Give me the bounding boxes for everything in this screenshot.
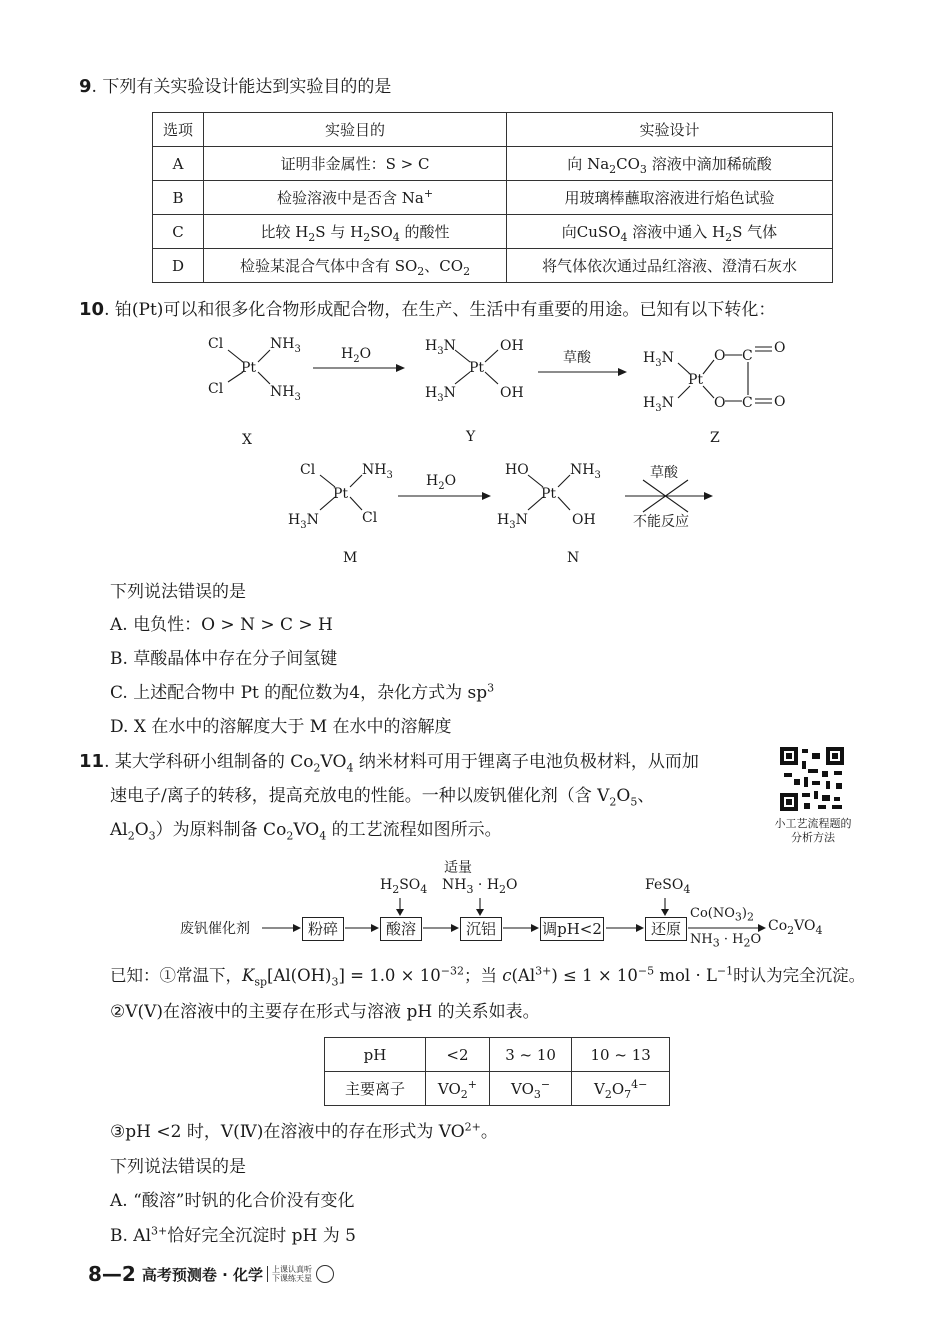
- ph-range-2: 3 ~ 10: [489, 1038, 571, 1072]
- q9-stem-text: . 下列有关实验设计能达到实验目的的是: [91, 77, 392, 97]
- svg-text:H2O: $H_2O$: [426, 473, 457, 492]
- row-purpose: 比较 $H_2S$ 与 $H_2SO_4$ 的酸性: [204, 215, 507, 249]
- q10-prompt: 下列说法错误的是: [110, 582, 246, 602]
- flow-reagent-nh3-amount: 适量: [444, 860, 472, 876]
- ph-range-1: <2: [426, 1038, 490, 1072]
- flow-step-precipitate-al: 沉铝: [460, 917, 502, 941]
- header-purpose: 实验目的: [204, 113, 507, 147]
- svg-text:H3N: $H_3N$: [425, 385, 456, 404]
- svg-text:Pt: Pt: [333, 486, 349, 502]
- ph-ion-table: [324, 1037, 670, 1106]
- q10-number: 10: [79, 299, 105, 320]
- flow-arrows: [0, 855, 950, 955]
- footer-slogan-bottom: 下课练天星: [272, 1274, 312, 1283]
- svg-text:C: C: [742, 395, 753, 411]
- qr-caption-line-2: 分析方法: [791, 831, 835, 844]
- row-option: B: [153, 181, 204, 215]
- row-purpose: 检验溶液中是否含 Na+: [204, 181, 507, 215]
- q9-experiment-table: [152, 112, 833, 283]
- svg-text:NH3: $NH_3$: [270, 384, 301, 403]
- q11-known-3: ③pH <2 时，V(Ⅳ)在溶液中的存在形式为 $VO^{2+}$。: [110, 1120, 498, 1142]
- q10-option-b: B. 草酸晶体中存在分子间氢键: [110, 649, 338, 669]
- table-row: [325, 1072, 670, 1106]
- svg-text:OH: OH: [500, 385, 524, 401]
- q11-stem-line-3: $Al_2O_3$）为原料制备 $Co_2VO_4$ 的工艺流程如图所示。: [110, 820, 502, 843]
- svg-text:Pt: Pt: [688, 372, 704, 388]
- svg-text:OH: OH: [500, 338, 524, 354]
- table-row: [153, 215, 833, 249]
- mascot-icon: [316, 1265, 334, 1283]
- flow-step-crush: 粉碎: [302, 917, 344, 941]
- q11-option-a: A. “酸溶”时钒的化合价没有变化: [110, 1191, 355, 1211]
- flow-step-acid-dissolve: 酸溶: [380, 917, 422, 941]
- svg-text:O: O: [714, 348, 726, 364]
- q11-stem-line-2: 速电子/离子的转移，提高充放电的性能。一种以废钒催化剂（含 $V_2O_5$、: [110, 786, 655, 809]
- header-option: 选项: [153, 113, 204, 147]
- svg-text:Pt: Pt: [241, 360, 257, 376]
- table-row: [153, 249, 833, 283]
- svg-text:O: O: [774, 340, 786, 356]
- label-m: M: [343, 550, 358, 566]
- svg-text:H3N: $H_3N$: [497, 512, 528, 531]
- page-number: 8—2: [88, 1262, 136, 1286]
- ph-header: pH: [325, 1038, 426, 1072]
- svg-text:HO: HO: [505, 462, 529, 478]
- flow-step-adjust-ph: 调pH<2: [540, 917, 604, 941]
- q10-option-a: A. 电负性：O > N > C > H: [110, 615, 333, 635]
- svg-text:Pt: Pt: [541, 486, 557, 502]
- ion-header: 主要离子: [325, 1072, 426, 1106]
- flow-reagent-nh3: $NH_3 \cdot H_2O$: [442, 877, 518, 896]
- footer-slogan: [272, 1265, 312, 1283]
- ion-1: $VO_2^+$: [426, 1072, 490, 1106]
- q11-prompt: 下列说法错误的是: [110, 1157, 246, 1177]
- row-design: 将气体依次通过品红溶液、澄清石灰水: [507, 249, 833, 283]
- flow-product: $Co_2VO_4$: [768, 918, 823, 937]
- svg-text:H3N: $H_3N$: [288, 512, 319, 531]
- reagent-oxalic-2: 草酸: [650, 465, 678, 481]
- ion-2: $VO_3^-$: [489, 1072, 571, 1106]
- svg-text:Cl: Cl: [208, 381, 224, 397]
- row-purpose: 检验某混合气体中含有 $SO_2$、$CO_2$: [204, 249, 507, 283]
- flow-reagent-ammonia: $NH_3 \cdot H_2O$: [690, 932, 762, 950]
- q11-number: 11: [79, 751, 105, 772]
- svg-text:H3N: $H_3N$: [643, 350, 674, 369]
- label-z: Z: [710, 430, 720, 446]
- svg-text:NH3: $NH_3$: [270, 336, 301, 355]
- row-option: C: [153, 215, 204, 249]
- ph-range-3: 10 ~ 13: [572, 1038, 670, 1072]
- q11-option-b: B. $Al^{3+}$恰好完全沉淀时 pH 为 5: [110, 1224, 356, 1246]
- q11-known-1: 已知：①常温下，$K_{sp}[Al(OH)_3] = 1.0 \times 10^{-32}$；当 $c(Al^{3+}) \le 1 \times 10^{-5}$ mol · $L^{-1}$时认为完全沉淀。: [110, 964, 866, 989]
- flow-reagent-cobalt-nitrate: $Co(NO_3)_2$: [690, 906, 754, 924]
- header-design: 实验设计: [507, 113, 833, 147]
- svg-text:H2O: $H_2O$: [341, 346, 372, 365]
- label-y: Y: [466, 429, 476, 445]
- flow-start: 废钒催化剂: [180, 921, 250, 937]
- svg-text:H3N: $H_3N$: [643, 395, 674, 414]
- ion-3: $V_2O_7^{4-}$: [572, 1072, 670, 1106]
- q10-stem: [79, 300, 775, 320]
- flow-reagent-feso4: FeSO$_4$: [645, 877, 691, 896]
- table-row: [325, 1038, 670, 1072]
- row-option: D: [153, 249, 204, 283]
- qr-caption-line-1: 小工艺流程题的: [774, 817, 852, 830]
- svg-text:Cl: Cl: [208, 336, 224, 352]
- row-option: A: [153, 147, 204, 181]
- label-n: N: [567, 550, 580, 566]
- flow-step-reduce: 还原: [645, 917, 687, 941]
- table-header-row: [153, 113, 833, 147]
- row-purpose: 证明非金属性：S > C: [204, 147, 507, 181]
- row-design: 用玻璃棒蘸取溶液进行焰色试验: [507, 181, 833, 215]
- flow-reagent-h2so4: $H_2SO_4$: [380, 877, 428, 896]
- svg-text:C: C: [742, 348, 753, 364]
- no-reaction-label: 不能反应: [633, 514, 689, 530]
- svg-text:Pt: Pt: [469, 360, 485, 376]
- footer-divider: [267, 1266, 268, 1282]
- pt-complex-reaction-scheme: [0, 325, 950, 570]
- page-footer: [88, 1262, 334, 1286]
- qr-caption: [758, 817, 868, 845]
- q11-stem-line-1: [79, 751, 699, 775]
- svg-text:Cl: Cl: [362, 510, 378, 526]
- q10-stem-text: . 铂(Pt)可以和很多化合物形成配合物，在生产、生活中有重要的用途。已知有以下转化：: [104, 300, 776, 320]
- svg-text:OH: OH: [572, 512, 596, 528]
- table-row: [153, 147, 833, 181]
- q9-number: 9: [79, 76, 92, 97]
- qr-code-icon[interactable]: [780, 747, 844, 811]
- footer-slogan-top: 上课认真听: [272, 1265, 312, 1274]
- row-design: 向CuSO$_4$ 溶液中通入 $H_2S$ 气体: [507, 215, 833, 249]
- svg-text:Cl: Cl: [300, 462, 316, 478]
- svg-text:O: O: [774, 394, 786, 410]
- q11-known-2: ②V(Ⅴ)在溶液中的主要存在形式与溶液 pH 的关系如表。: [110, 1002, 540, 1022]
- q9-stem: [79, 77, 391, 97]
- q10-option-d: D. X 在水中的溶解度大于 M 在水中的溶解度: [110, 717, 452, 737]
- q10-option-c: C. 上述配合物中 Pt 的配位数为4，杂化方式为 $sp^3$: [110, 681, 495, 703]
- svg-text:NH3: $NH_3$: [362, 462, 393, 481]
- footer-title: 高考预测卷 · 化学: [141, 1265, 263, 1284]
- reagent-oxalic-1: 草酸: [563, 350, 591, 366]
- row-design: 向 $Na_2CO_3$ 溶液中滴加稀硫酸: [507, 147, 833, 181]
- svg-text:O: O: [714, 395, 726, 411]
- table-row: [153, 181, 833, 215]
- label-x: X: [242, 432, 252, 448]
- svg-text:H3N: $H_3N$: [425, 338, 456, 357]
- svg-text:NH3: $NH_3$: [570, 462, 601, 481]
- q11-stem-text-1: . 某大学科研小组制备的 $Co_2VO_4$ 纳米材料可用于锂离子电池负极材料，从而加: [104, 752, 699, 775]
